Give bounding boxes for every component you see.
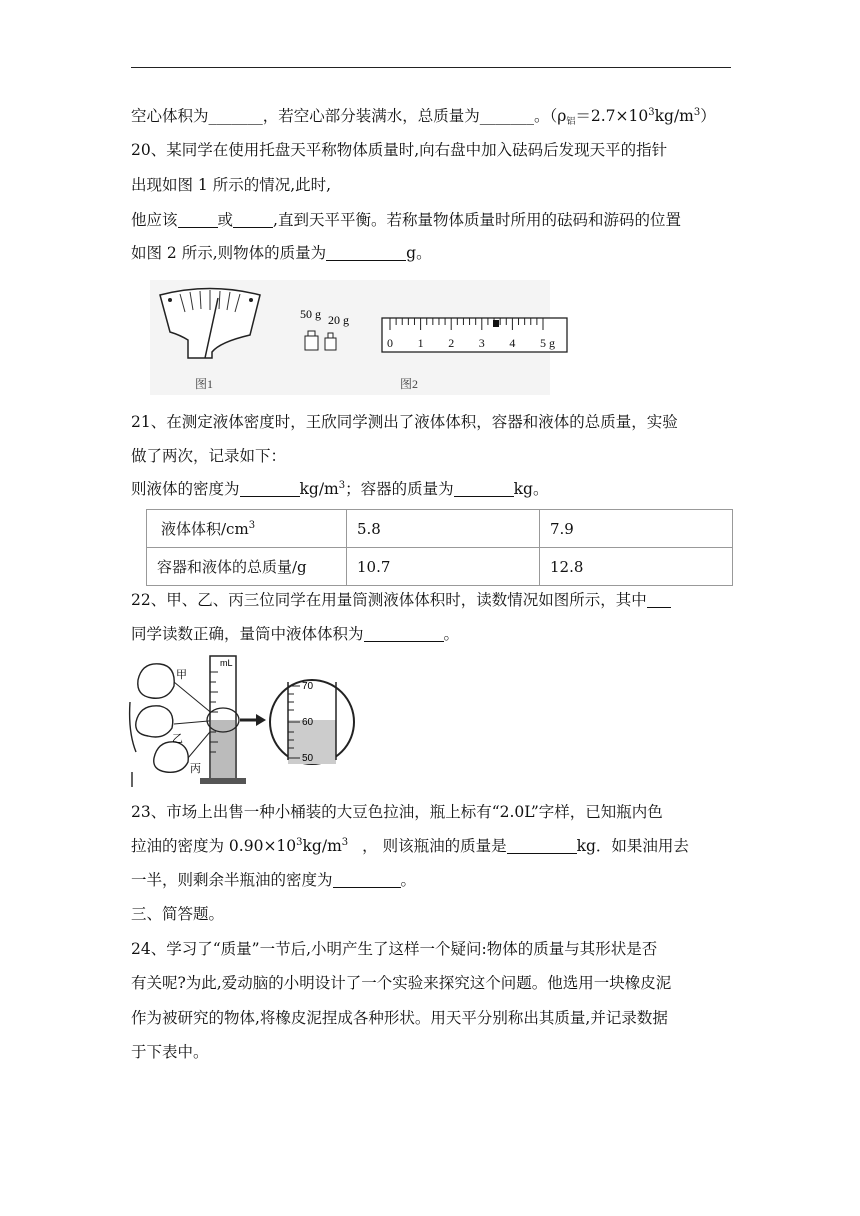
q22-line-b: 同学读数正确，量筒中液体体积为 。 [131,625,460,643]
answer-blank[interactable] [454,481,514,497]
svg-text:甲: 甲 [176,669,187,681]
q21-line-c: 则液体的密度为 $kg/m^3$；容器的质量为 kg。 [131,480,549,498]
q23-line-a: 23、市场上出售一种小桶装的大豆色拉油，瓶上标有“2.0L”字样，已知瓶内色 [131,803,663,821]
q23-line-b: 拉油的密度为 $0.90\times 10^3kg/m^3$ ， 则该瓶油的质量是 kg．如果油用去 [131,837,689,855]
arrow [240,714,266,726]
q21-line-a: 21、在测定液体密度时，王欣同学测出了液体体积，容器和液体的总质量，实验 [131,413,678,431]
data-table [146,509,733,586]
scale-label: 2 [448,336,455,350]
measuring-cylinder [200,656,246,784]
q24-line-a: 24、学习了“质量”一节后,小明产生了这样一个疑问:物体的质量与其形状是否 [131,940,658,958]
q22-line-a: 22、甲、乙、丙三位同学在用量筒测液体体积时，读数情况如图所示，其中 [131,590,671,610]
q24-line-b: 有关呢?为此,爱动脑的小明设计了一个实验来探究这个问题。他选用一块橡皮泥 [131,974,672,992]
scale-label: 5 g [540,336,555,350]
answer-blank[interactable] [647,592,671,608]
answer-blank[interactable] [240,481,300,497]
q20-line-a: 20、某同学在使用托盘天平称物体质量时,向右盘中加入砝码后发现天平的指针 [131,141,668,159]
q24-line-d: 于下表中。 [131,1043,209,1061]
caption-fig1: 图1 [195,377,214,391]
scale-label: 4 [509,336,516,350]
balance-figure [150,280,570,400]
q24-line-c: 作为被研究的物体,将橡皮泥捏成各种形状。用天平分别称出其质量,并记录数据 [131,1009,668,1027]
cylinder-figure [128,652,368,792]
scale-label: 1 [417,336,424,350]
q23-line-c: 一半，则剩余半瓶油的密度为 。 [131,871,417,889]
q20-line-b: 出现如图 1 所示的情况,此时, [131,176,332,194]
table-row: 液体体积$/cm^3$ 5.8 7.9 [147,510,733,548]
answer-blank[interactable] [507,838,577,854]
q20-line-d: 如图 2 所示,则物体的质量为 g。 [131,244,432,262]
answer-blank[interactable] [326,245,406,261]
rider [493,320,499,327]
svg-text:50: 50 [302,753,314,764]
header-rule [131,67,731,68]
answer-blank[interactable] [178,212,218,228]
scale-label: 3 [478,336,485,350]
svg-text:70: 70 [302,681,314,692]
svg-text:乙: 乙 [172,733,183,745]
q20-line-c: 他应该 或 ,直到天平平衡。若称量物体质量时所用的砝码和游码的位置 [131,211,681,229]
answer-blank[interactable] [233,212,273,228]
students-heads [130,664,189,787]
caption-fig2: 图2 [400,377,419,391]
scale-label: 0 [387,336,393,350]
section-heading: 三、简答题。 [131,905,225,923]
rider-scale [382,318,567,352]
zoom-circle [270,680,354,764]
answer-blank[interactable] [333,872,401,888]
svg-text:丙: 丙 [190,763,201,775]
q19-text: 空心体积为_______，若空心部分装满水，总质量为_______。（ρ [131,107,567,125]
svg-text:50 g: 50 g [300,307,321,321]
line-q19-end: 空心体积为_______，若空心部分装满水，总质量为_______。$(\rho_铝=2.7\times 10^3kg/m^3)$ [131,107,716,127]
q21-line-b: 做了两次，记录如下： [131,447,287,465]
answer-blank[interactable] [364,626,444,642]
svg-text:60: 60 [302,717,314,728]
svg-text:mL: mL [220,658,233,668]
svg-text:20 g: 20 g [328,313,349,327]
table-row: 容器和液体的总质量/g 10.7 12.8 [147,548,733,586]
